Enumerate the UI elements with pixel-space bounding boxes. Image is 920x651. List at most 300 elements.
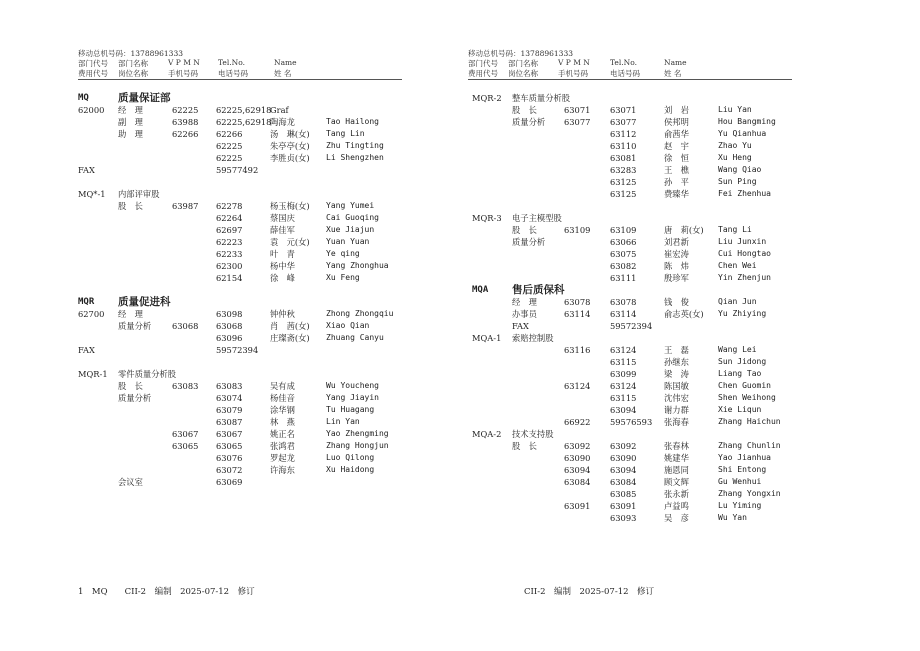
vpmn: 63116 bbox=[564, 345, 591, 355]
name-en: Liu Yan bbox=[718, 105, 752, 114]
name-en: Zhao Yu bbox=[718, 141, 752, 150]
directory-row bbox=[460, 416, 920, 428]
directory-row bbox=[0, 404, 460, 416]
name-en: Wang Qiao bbox=[718, 165, 762, 174]
column-header: 电话号码 bbox=[610, 69, 640, 78]
directory-row bbox=[460, 392, 920, 404]
name-cn: Graf bbox=[270, 105, 289, 115]
directory-row bbox=[0, 320, 460, 332]
name-en: Li Shengzhen bbox=[326, 153, 384, 162]
header-divider bbox=[468, 79, 792, 80]
tel: 63075 bbox=[610, 249, 637, 259]
tel: 63067 bbox=[216, 429, 243, 439]
name-cn: 朱亭亭(女) bbox=[270, 141, 310, 151]
name-cn: 钱 俊 bbox=[664, 297, 689, 307]
name-en: Xue Jiajun bbox=[326, 225, 375, 234]
tel: 62225,62918 bbox=[216, 105, 272, 115]
name-cn: 袁 元(女) bbox=[270, 237, 310, 247]
vpmn: 63094 bbox=[564, 465, 591, 475]
directory-row bbox=[460, 428, 920, 440]
name-en: Hou Bangming bbox=[718, 117, 776, 126]
name-cn: 姚正名 bbox=[270, 429, 295, 439]
directory-row bbox=[0, 380, 460, 392]
name-en: Shen Weihong bbox=[718, 393, 776, 402]
department-code: MQ bbox=[78, 93, 89, 103]
department-code: MQR bbox=[78, 297, 95, 307]
directory-row bbox=[460, 332, 920, 344]
vpmn: 63067 bbox=[172, 429, 199, 439]
column-header: Tel.No. bbox=[218, 58, 245, 67]
dept-code: 62000 bbox=[78, 105, 105, 115]
column-header: 岗位名称 bbox=[118, 69, 148, 78]
name-cn: 薛佳军 bbox=[270, 225, 295, 235]
role: 质量分析 bbox=[118, 393, 152, 403]
name-cn: 杨佳音 bbox=[270, 393, 295, 403]
tel: 63071 bbox=[610, 105, 637, 115]
directory-row bbox=[460, 188, 920, 200]
role: 副 理 bbox=[118, 117, 143, 127]
directory-row bbox=[460, 260, 920, 272]
directory-row bbox=[0, 128, 460, 140]
vpmn: 63078 bbox=[564, 297, 591, 307]
department-heading-row bbox=[0, 296, 460, 308]
column-header: Name bbox=[664, 58, 687, 67]
tel: 63087 bbox=[216, 417, 243, 427]
column-header: 手机号码 bbox=[558, 69, 588, 78]
directory-row bbox=[460, 92, 920, 104]
name-cn: 涂华钢 bbox=[270, 405, 295, 415]
name-en: Xiao Qian bbox=[326, 321, 370, 330]
name-cn: 侯邦明 bbox=[664, 117, 689, 127]
name-cn: 陶海龙 bbox=[270, 117, 295, 127]
directory-row bbox=[460, 296, 920, 308]
name-cn: 沈伟宏 bbox=[664, 393, 689, 403]
tel: 63082 bbox=[610, 261, 637, 271]
directory-row bbox=[460, 488, 920, 500]
vpmn: 66922 bbox=[564, 417, 591, 427]
dept-code: MQ*-1 bbox=[78, 189, 106, 199]
directory-row bbox=[460, 356, 920, 368]
tel: 62278 bbox=[216, 201, 243, 211]
name-en: Tao Hailong bbox=[326, 117, 379, 126]
vpmn: 63065 bbox=[172, 441, 199, 451]
name-en: Shi Entong bbox=[718, 465, 767, 474]
directory-row bbox=[460, 440, 920, 452]
name-en: Wu Yan bbox=[718, 513, 747, 522]
directory-row bbox=[0, 140, 460, 152]
name-en: Cai Guoqing bbox=[326, 213, 379, 222]
directory-row bbox=[0, 416, 460, 428]
name-cn: 梁 涛 bbox=[664, 369, 689, 379]
directory-row bbox=[0, 392, 460, 404]
tel: 63124 bbox=[610, 381, 637, 391]
name-cn: 姚建华 bbox=[664, 453, 689, 463]
switchboard-number: 移动总机号码：13788961333 bbox=[468, 49, 573, 58]
name-cn: 钟仲秋 bbox=[270, 309, 295, 319]
tel: 63091 bbox=[610, 501, 637, 511]
dept-code: FAX bbox=[78, 165, 95, 175]
dept-code: MQR-3 bbox=[472, 213, 502, 223]
directory-row bbox=[460, 308, 920, 320]
name-en: Yao Jianhua bbox=[718, 453, 771, 462]
directory-row bbox=[460, 116, 920, 128]
name-en: Zhong Zhongqiu bbox=[326, 309, 394, 318]
directory-row bbox=[0, 224, 460, 236]
department-code: MQA bbox=[472, 285, 489, 295]
directory-row bbox=[460, 104, 920, 116]
role: 经 理 bbox=[512, 297, 537, 307]
tel: 63072 bbox=[216, 465, 243, 475]
name-en: Tang Li bbox=[718, 225, 752, 234]
name-cn: 张海春 bbox=[664, 417, 689, 427]
role: 经 理 bbox=[118, 309, 143, 319]
name-en: Zhuang Canyu bbox=[326, 333, 384, 342]
page-footer: CII-2 编制 2025-07-12 修订 bbox=[524, 587, 655, 597]
name-cn: 庄璨斋(女) bbox=[270, 333, 310, 343]
name-cn: 崔宏涛 bbox=[664, 249, 689, 259]
tel: 63094 bbox=[610, 405, 637, 415]
tel: 63079 bbox=[216, 405, 243, 415]
name-en: Zhang Chunlin bbox=[718, 441, 781, 450]
name-en: Xie Liqun bbox=[718, 405, 762, 414]
tel: 62697 bbox=[216, 225, 243, 235]
tel: 63069 bbox=[216, 477, 243, 487]
name-cn: 赵 宇 bbox=[664, 141, 689, 151]
name-cn: 顾文辉 bbox=[664, 477, 689, 487]
name-cn: 卢益鸣 bbox=[664, 501, 689, 511]
role: 质量分析 bbox=[512, 237, 546, 247]
tel: 63094 bbox=[610, 465, 637, 475]
name-en: Yu Qianhua bbox=[718, 129, 767, 138]
tel: 63084 bbox=[610, 477, 637, 487]
name-cn: 殷珍军 bbox=[664, 273, 689, 283]
name-cn: 吴有成 bbox=[270, 381, 295, 391]
name-en: Zhang Haichun bbox=[718, 417, 781, 426]
column-header: 部门代号 bbox=[468, 59, 498, 68]
directory-row bbox=[0, 152, 460, 164]
directory-row bbox=[460, 512, 920, 524]
name-cn: 俞志英(女) bbox=[664, 309, 704, 319]
directory-row bbox=[0, 104, 460, 116]
name-en: Xu Haidong bbox=[326, 465, 375, 474]
name-en: Chen Guomin bbox=[718, 381, 771, 390]
column-header: 部门名称 bbox=[118, 59, 148, 68]
name-cn: 徐 峰 bbox=[270, 273, 295, 283]
column-header: 姓 名 bbox=[664, 69, 682, 78]
role: 内部评审股 bbox=[118, 189, 160, 199]
name-cn: 张鸿君 bbox=[270, 441, 295, 451]
name-cn: 刘君新 bbox=[664, 237, 689, 247]
vpmn: 62266 bbox=[172, 129, 199, 139]
directory-row bbox=[0, 344, 460, 356]
name-cn: 徐 恒 bbox=[664, 153, 689, 163]
role: 股 长 bbox=[512, 105, 537, 115]
vpmn: 63109 bbox=[564, 225, 591, 235]
tel: 62300 bbox=[216, 261, 243, 271]
directory-row bbox=[460, 320, 920, 332]
role: 股 长 bbox=[118, 381, 143, 391]
tel: 63098 bbox=[216, 309, 243, 319]
directory-row bbox=[460, 452, 920, 464]
tel: 63090 bbox=[610, 453, 637, 463]
role: 零件质量分析股 bbox=[118, 369, 177, 379]
directory-row bbox=[0, 200, 460, 212]
directory-row bbox=[0, 452, 460, 464]
name-cn: 李胜贞(女) bbox=[270, 153, 310, 163]
tel: 62154 bbox=[216, 273, 243, 283]
name-en: Zhu Tingting bbox=[326, 141, 384, 150]
dept-code: 62700 bbox=[78, 309, 105, 319]
name-en: Sun Ping bbox=[718, 177, 757, 186]
tel: 63114 bbox=[610, 309, 637, 319]
vpmn: 63092 bbox=[564, 441, 591, 451]
directory-row bbox=[460, 368, 920, 380]
tel: 59572394 bbox=[216, 345, 259, 355]
role: 质量分析 bbox=[118, 321, 152, 331]
tel: 62225 bbox=[216, 141, 243, 151]
directory-row bbox=[0, 272, 460, 284]
directory-row bbox=[460, 224, 920, 236]
name-en: Yang Jiayin bbox=[326, 393, 379, 402]
department-heading-row bbox=[460, 284, 920, 296]
directory-row bbox=[0, 308, 460, 320]
name-cn: 俞茜华 bbox=[664, 129, 689, 139]
vpmn: 63084 bbox=[564, 477, 591, 487]
tel: 62223 bbox=[216, 237, 243, 247]
directory-row bbox=[460, 176, 920, 188]
dept-code: MQA-1 bbox=[472, 333, 502, 343]
name-en: Liang Tao bbox=[718, 369, 762, 378]
tel: 62264 bbox=[216, 213, 243, 223]
switchboard-number: 移动总机号码：13788961333 bbox=[78, 49, 183, 58]
tel: 63092 bbox=[610, 441, 637, 451]
directory-row bbox=[460, 152, 920, 164]
name-cn: 孙继东 bbox=[664, 357, 689, 367]
name-en: Xu Feng bbox=[326, 273, 360, 282]
role: 股 长 bbox=[512, 225, 537, 235]
tel: 62225 bbox=[216, 153, 243, 163]
name-cn: 陈 炜 bbox=[664, 261, 689, 271]
column-header: 手机号码 bbox=[168, 69, 198, 78]
name-en: Gu Wenhui bbox=[718, 477, 762, 486]
column-header: V P M N bbox=[168, 58, 200, 67]
tel: 63096 bbox=[216, 333, 243, 343]
name-cn: 张春林 bbox=[664, 441, 689, 451]
name-en: Luo Qilong bbox=[326, 453, 375, 462]
role: 办事员 bbox=[512, 309, 537, 319]
tel: 63077 bbox=[610, 117, 637, 127]
name-en: Ye qing bbox=[326, 249, 360, 258]
name-en: Lu Yiming bbox=[718, 501, 762, 510]
directory-row bbox=[460, 464, 920, 476]
dept-code: MQR-1 bbox=[78, 369, 108, 379]
directory-row bbox=[460, 500, 920, 512]
vpmn: 63068 bbox=[172, 321, 199, 331]
directory-row bbox=[0, 116, 460, 128]
name-en: Xu Heng bbox=[718, 153, 752, 162]
directory-row bbox=[0, 212, 460, 224]
column-header: 费用代号 bbox=[468, 69, 498, 78]
name-cn: 林 燕 bbox=[270, 417, 295, 427]
name-cn: 张永新 bbox=[664, 489, 689, 499]
tel: 63109 bbox=[610, 225, 637, 235]
tel: 63065 bbox=[216, 441, 243, 451]
directory-row bbox=[460, 272, 920, 284]
directory-row bbox=[460, 236, 920, 248]
header-divider bbox=[78, 79, 402, 80]
tel: 63112 bbox=[610, 129, 637, 139]
name-cn: 王 樵 bbox=[664, 165, 689, 175]
role: 整车质量分析股 bbox=[512, 93, 571, 103]
dept-code: MQA-2 bbox=[472, 429, 502, 439]
name-en: Yang Yumei bbox=[326, 201, 375, 210]
role: 股 长 bbox=[118, 201, 143, 211]
name-cn: 陈国敏 bbox=[664, 381, 689, 391]
name-cn: 费臻华 bbox=[664, 189, 689, 199]
column-header: Name bbox=[274, 58, 297, 67]
name-cn: 罗起龙 bbox=[270, 453, 295, 463]
role: 会议室 bbox=[118, 477, 143, 487]
tel: 63125 bbox=[610, 189, 637, 199]
name-cn: 施恩同 bbox=[664, 465, 689, 475]
column-header: 姓 名 bbox=[274, 69, 292, 78]
name-cn: 杨中华 bbox=[270, 261, 295, 271]
tel: 59572394 bbox=[610, 321, 653, 331]
tel: 59577492 bbox=[216, 165, 259, 175]
tel: 63068 bbox=[216, 321, 243, 331]
directory-row bbox=[0, 428, 460, 440]
name-en: Tu Huagang bbox=[326, 405, 375, 414]
name-en: Sun Jidong bbox=[718, 357, 767, 366]
name-cn: 杨玉梅(女) bbox=[270, 201, 310, 211]
name-en: Yang Zhonghua bbox=[326, 261, 389, 270]
name-en: Qian Jun bbox=[718, 297, 757, 306]
vpmn: 63091 bbox=[564, 501, 591, 511]
tel: 63083 bbox=[216, 381, 243, 391]
name-en: Yuan Yuan bbox=[326, 237, 370, 246]
tel: 63081 bbox=[610, 153, 637, 163]
role: 股 长 bbox=[512, 441, 537, 451]
directory-row bbox=[460, 404, 920, 416]
name-en: Tang Lin bbox=[326, 129, 365, 138]
directory-row bbox=[460, 128, 920, 140]
column-header: Tel.No. bbox=[610, 58, 637, 67]
directory-row bbox=[0, 332, 460, 344]
department-title: 质量促进科 bbox=[118, 296, 171, 308]
tel: 59576593 bbox=[610, 417, 653, 427]
name-en: Yin Zhenjun bbox=[718, 273, 771, 282]
tel: 63125 bbox=[610, 177, 637, 187]
tel: 63093 bbox=[610, 513, 637, 523]
name-cn: 许海东 bbox=[270, 465, 295, 475]
tel: 62225,62918 bbox=[216, 117, 272, 127]
name-en: Liu Junxin bbox=[718, 237, 767, 246]
directory-row bbox=[0, 236, 460, 248]
name-cn: 汤 琳(女) bbox=[270, 129, 310, 139]
directory-row bbox=[0, 260, 460, 272]
directory-row bbox=[0, 164, 460, 176]
name-en: Lin Yan bbox=[326, 417, 360, 426]
vpmn: 63987 bbox=[172, 201, 199, 211]
tel: 62233 bbox=[216, 249, 243, 259]
vpmn: 63083 bbox=[172, 381, 199, 391]
directory-page-right bbox=[460, 0, 920, 651]
directory-row bbox=[460, 344, 920, 356]
vpmn: 63077 bbox=[564, 117, 591, 127]
tel: 62266 bbox=[216, 129, 243, 139]
department-title: 售后质保科 bbox=[512, 284, 565, 296]
tel: 63078 bbox=[610, 297, 637, 307]
role: FAX bbox=[512, 321, 529, 331]
tel: 63099 bbox=[610, 369, 637, 379]
role: 技术支持股 bbox=[512, 429, 554, 439]
column-header: 电话号码 bbox=[218, 69, 248, 78]
directory-row bbox=[460, 140, 920, 152]
name-cn: 叶 青 bbox=[270, 249, 295, 259]
department-heading-row bbox=[0, 92, 460, 104]
tel: 63111 bbox=[610, 273, 637, 283]
role: 电子主模型股 bbox=[512, 213, 562, 223]
vpmn: 63071 bbox=[564, 105, 591, 115]
name-en: Wu Youcheng bbox=[326, 381, 379, 390]
vpmn: 63124 bbox=[564, 381, 591, 391]
tel: 63124 bbox=[610, 345, 637, 355]
tel: 63283 bbox=[610, 165, 637, 175]
directory-row bbox=[0, 464, 460, 476]
column-header: V P M N bbox=[558, 58, 590, 67]
directory-row bbox=[0, 248, 460, 260]
role: 经 理 bbox=[118, 105, 143, 115]
tel: 63110 bbox=[610, 141, 637, 151]
tel: 63076 bbox=[216, 453, 243, 463]
directory-row bbox=[460, 380, 920, 392]
name-en: Zhang Hongjun bbox=[326, 441, 389, 450]
name-en: Chen Wei bbox=[718, 261, 757, 270]
name-en: Cui Hongtao bbox=[718, 249, 771, 258]
name-cn: 谢力群 bbox=[664, 405, 689, 415]
tel: 63085 bbox=[610, 489, 637, 499]
directory-row bbox=[460, 212, 920, 224]
column-header: 岗位名称 bbox=[508, 69, 538, 78]
name-cn: 刘 岩 bbox=[664, 105, 689, 115]
name-cn: 蔡国庆 bbox=[270, 213, 295, 223]
dept-code: FAX bbox=[78, 345, 95, 355]
name-cn: 吴 彦 bbox=[664, 513, 689, 523]
name-cn: 孙 平 bbox=[664, 177, 689, 187]
tel: 63066 bbox=[610, 237, 637, 247]
name-en: Yao Zhengming bbox=[326, 429, 389, 438]
column-header: 部门代号 bbox=[78, 59, 108, 68]
directory-row bbox=[0, 440, 460, 452]
tel: 63115 bbox=[610, 393, 637, 403]
directory-row bbox=[0, 368, 460, 380]
tel: 63074 bbox=[216, 393, 243, 403]
vpmn: 63090 bbox=[564, 453, 591, 463]
name-en: Yu Zhiying bbox=[718, 309, 767, 318]
directory-row bbox=[460, 248, 920, 260]
directory-row bbox=[0, 188, 460, 200]
role: 质量分析 bbox=[512, 117, 546, 127]
name-cn: 唐 莉(女) bbox=[664, 225, 704, 235]
name-cn: 肖 茜(女) bbox=[270, 321, 310, 331]
role: 助 理 bbox=[118, 129, 143, 139]
name-en: Zhang Yongxin bbox=[718, 489, 781, 498]
page-footer: 1 MQ CII-2 编制 2025-07-12 修订 bbox=[78, 587, 255, 597]
role: 索赔控制股 bbox=[512, 333, 554, 343]
vpmn: 63114 bbox=[564, 309, 591, 319]
department-title: 质量保证部 bbox=[118, 92, 171, 104]
directory-row bbox=[460, 476, 920, 488]
